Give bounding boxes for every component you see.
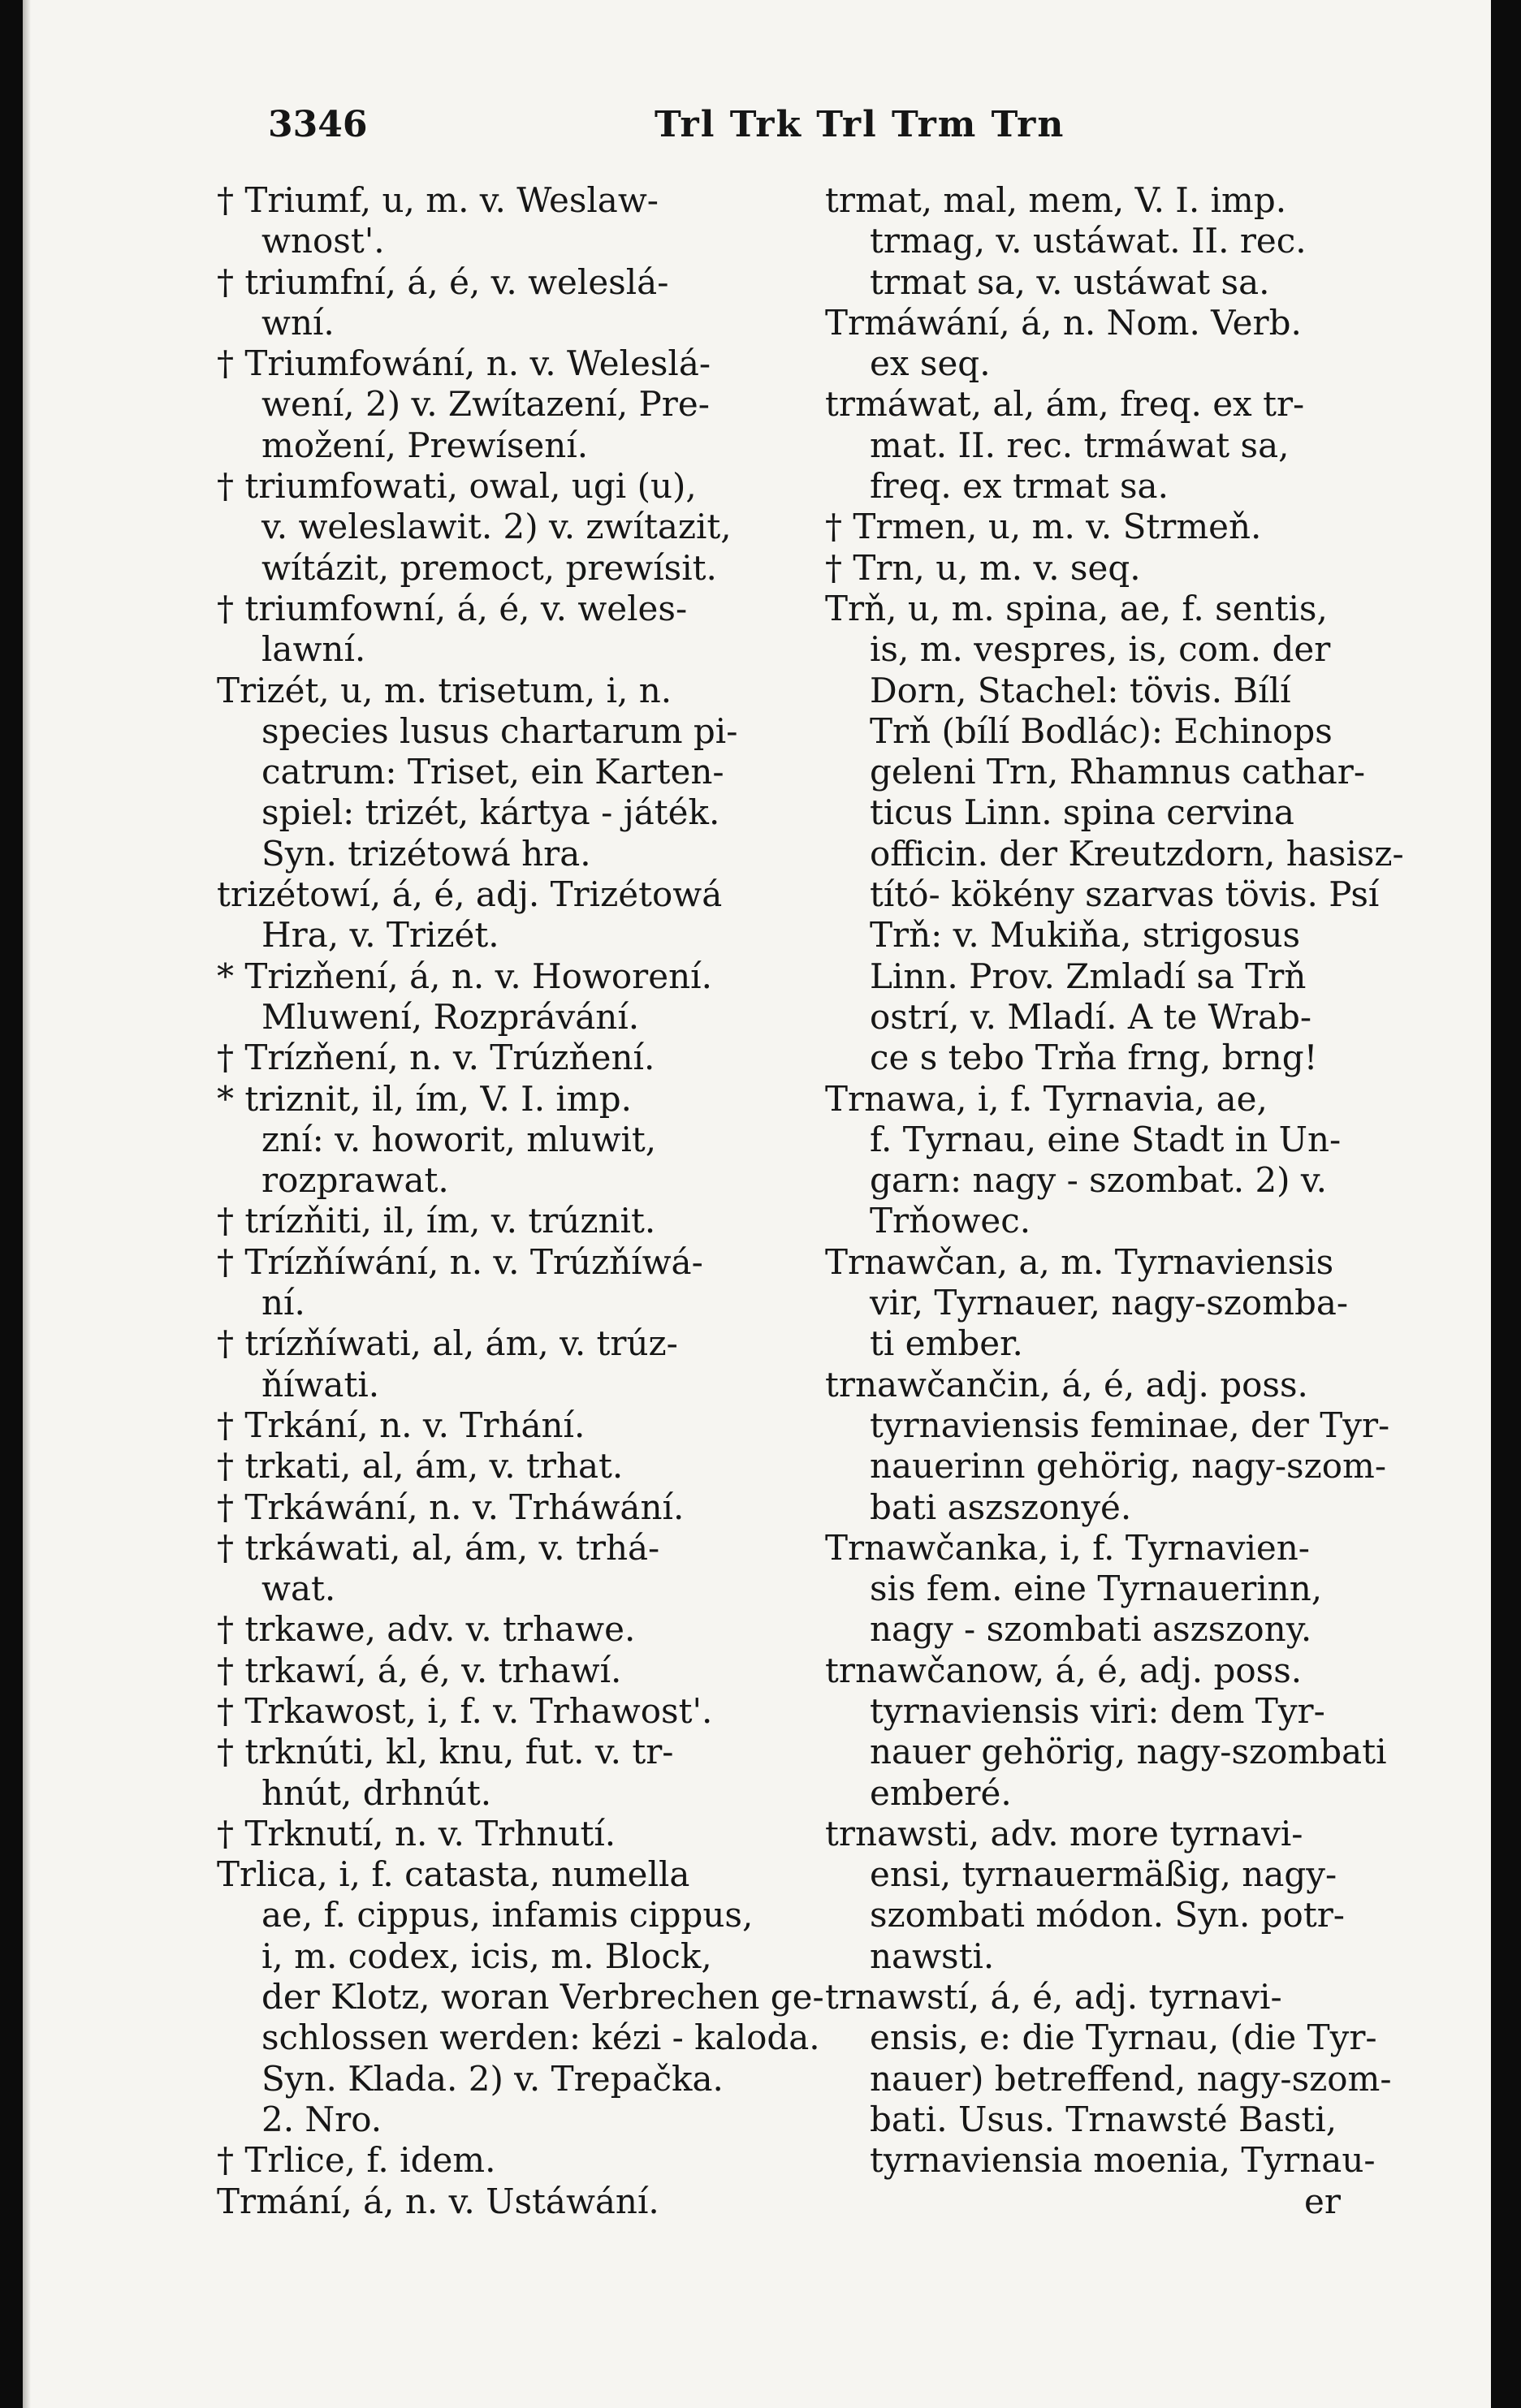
dictionary-line: wnost'.	[261, 221, 385, 261]
dictionary-line: szombati módon. Syn. potr-	[870, 1895, 1345, 1935]
dictionary-line: † Trízňíwání, n. v. Trúzňíwá-	[217, 1241, 703, 1282]
dictionary-line: nauer) betreffend, nagy-szom-	[870, 2058, 1392, 2099]
dictionary-line: 2. Nro.	[261, 2099, 382, 2139]
dictionary-line: bati aszszonyé.	[870, 1487, 1132, 1527]
dictionary-line: Syn. trizétowá hra.	[261, 833, 591, 874]
dictionary-line: † Trmen, u, m. v. Strmeň.	[825, 507, 1262, 547]
dictionary-line: † trkati, al, ám, v. trhat.	[217, 1446, 624, 1487]
dictionary-line: tyrnaviensis viri: dem Tyr-	[870, 1690, 1325, 1731]
dictionary-line: † trkawe, adv. v. trhawe.	[217, 1609, 636, 1650]
dictionary-line: Trnawa, i, f. Tyrnavia, ae,	[825, 1078, 1268, 1119]
dictionary-line: lawní.	[261, 629, 366, 670]
dictionary-line: Trň, u, m. spina, ae, f. sentis,	[825, 588, 1328, 628]
dictionary-line: geleni Trn, Rhamnus cathar-	[870, 752, 1366, 792]
dictionary-line: wat.	[261, 1569, 336, 1609]
dictionary-line: tyrnaviensia moenia, Tyrnau-	[870, 2140, 1376, 2181]
dictionary-line: bati. Usus. Trnawsté Basti,	[870, 2099, 1337, 2139]
dictionary-line: species lusus chartarum pi-	[261, 710, 738, 751]
dictionary-line: nagy - szombati aszszony.	[870, 1609, 1312, 1650]
dictionary-line: tító- kökény szarvas tövis. Psí	[870, 874, 1380, 915]
dictionary-line: i, m. codex, icis, m. Block,	[261, 1935, 712, 1976]
dictionary-line: † triumfowati, owal, ugi (u),	[217, 466, 697, 507]
dictionary-line: ňíwati.	[261, 1364, 380, 1405]
dictionary-line: † triumfní, á, é, v. weleslá-	[217, 261, 669, 302]
dictionary-line: officin. der Kreutzdorn, hasisz-	[870, 833, 1404, 874]
dictionary-line: Dorn, Stachel: tövis. Bílí	[870, 670, 1291, 710]
dictionary-line: wní.	[261, 302, 335, 343]
dictionary-line: Trň: v. Mukiňa, strigosus	[870, 915, 1301, 956]
dictionary-line: Trnawčanka, i, f. Tyrnavien-	[825, 1527, 1310, 1568]
dictionary-line: trmat, mal, mem, V. I. imp.	[825, 180, 1287, 220]
dictionary-line: † Triumf, u, m. v. Weslaw-	[217, 180, 659, 220]
dictionary-line: emberé.	[870, 1772, 1012, 1813]
dictionary-line: ní.	[261, 1283, 305, 1323]
dictionary-line: trnawstí, á, é, adj. tyrnavi-	[825, 1977, 1282, 2017]
dictionary-line: ostrí, v. Mladí. A te Wrab-	[870, 996, 1312, 1037]
dictionary-line: trmat sa, v. ustáwat sa.	[870, 261, 1270, 302]
dictionary-line: † Triumfowání, n. v. Weleslá-	[217, 343, 711, 384]
dictionary-line: ae, f. cippus, infamis cippus,	[261, 1895, 754, 1935]
dictionary-line: nawsti.	[870, 1935, 995, 1976]
dictionary-line: v. weleslawit. 2) v. zwítazit,	[261, 507, 732, 547]
dictionary-line: trmáwat, al, ám, freq. ex tr-	[825, 384, 1305, 425]
dictionary-line: Trmání, á, n. v. Ustáwání.	[217, 2181, 659, 2221]
dictionary-line: f. Tyrnau, eine Stadt in Un-	[870, 1119, 1342, 1159]
dictionary-line: Trizét, u, m. trisetum, i, n.	[217, 670, 672, 710]
dictionary-line: † Trkawost, i, f. v. Trhawost'.	[217, 1690, 713, 1731]
dictionary-line: is, m. vespres, is, com. der	[870, 629, 1331, 670]
dictionary-line: Trmáwání, á, n. Nom. Verb.	[825, 302, 1302, 343]
dictionary-line: † triumfowní, á, é, v. weles-	[217, 588, 688, 628]
running-head: Trl Trk Trl Trm Trn	[655, 104, 1065, 145]
dictionary-line: Linn. Prov. Zmladí sa Trň	[870, 956, 1307, 996]
dictionary-line: vir, Tyrnauer, nagy-szomba-	[870, 1283, 1349, 1323]
dictionary-line: spiel: trizét, kártya - játék.	[261, 792, 720, 833]
dictionary-line: sis fem. eine Tyrnauerinn,	[870, 1569, 1323, 1609]
dictionary-line: mat. II. rec. trmáwat sa,	[870, 425, 1290, 465]
dictionary-line: ti ember.	[870, 1323, 1023, 1364]
dictionary-line: wítázit, premoct, prewísit.	[261, 547, 717, 588]
dictionary-line: trmag, v. ustáwat. II. rec.	[870, 221, 1307, 261]
dictionary-line: * Trizňení, á, n. v. Howorení.	[217, 956, 712, 996]
dictionary-line: freq. ex trmat sa.	[870, 466, 1169, 507]
dictionary-line: † trkawí, á, é, v. trhawí.	[217, 1650, 622, 1690]
dictionary-line: der Klotz, woran Verbrechen ge-	[261, 1977, 824, 2017]
dictionary-line: trnawčančin, á, é, adj. poss.	[825, 1364, 1308, 1405]
dictionary-line: Syn. Klada. 2) v. Trepačka.	[261, 2058, 724, 2099]
right-column	[825, 180, 1404, 2222]
dictionary-line: catrum: Triset, ein Karten-	[261, 752, 724, 792]
dictionary-line: † Trkání, n. v. Trhání.	[217, 1405, 585, 1445]
catchword: er	[1304, 2181, 1341, 2221]
dictionary-line: Trlica, i, f. catasta, numella	[217, 1854, 690, 1895]
page-edge-shadow	[23, 0, 31, 2408]
dictionary-line: trnawčanow, á, é, adj. poss.	[825, 1650, 1303, 1690]
page-header	[244, 104, 1299, 161]
dictionary-line: † Trn, u, m. v. seq.	[825, 547, 1141, 588]
dictionary-line: ensis, e: die Tyrnau, (die Tyr-	[870, 2017, 1377, 2058]
dictionary-line: † trknúti, kl, knu, fut. v. tr-	[217, 1732, 674, 1772]
dictionary-line: Mluwení, Rozprávání.	[261, 996, 640, 1037]
left-column	[217, 180, 824, 2222]
dictionary-line: † trízňíwati, al, ám, v. trúz-	[217, 1323, 678, 1364]
dictionary-line: zní: v. howorit, mluwit,	[261, 1119, 657, 1159]
dictionary-line: Hra, v. Trizét.	[261, 915, 499, 956]
dictionary-line: † Trízňení, n. v. Trúzňení.	[217, 1038, 655, 1078]
dictionary-line: nauerinn gehörig, nagy-szom-	[870, 1446, 1387, 1487]
dictionary-line: schlossen werden: kézi - kaloda.	[261, 2017, 820, 2058]
page-number: 3346	[268, 104, 368, 145]
dictionary-line: wení, 2) v. Zwítazení, Pre-	[261, 384, 710, 425]
dictionary-line: Trň (bílí Bodlác): Echinops	[870, 710, 1333, 751]
dictionary-line: rozprawat.	[261, 1160, 449, 1201]
dictionary-line: trizétowí, á, é, adj. Trizétowá	[217, 874, 723, 915]
dictionary-line: † Trlice, f. idem.	[217, 2140, 496, 2181]
dictionary-line: Trňowec.	[870, 1201, 1031, 1241]
dictionary-line: † Trkáwání, n. v. Trháwání.	[217, 1487, 685, 1527]
dictionary-line: trnawsti, adv. more tyrnavi-	[825, 1813, 1303, 1853]
dictionary-line: ensi, tyrnauermäßig, nagy-	[870, 1854, 1337, 1895]
dictionary-line: † trkáwati, al, ám, v. trhá-	[217, 1527, 660, 1568]
dictionary-line: Trnawčan, a, m. Tyrnaviensis	[825, 1241, 1334, 1282]
dictionary-line: nauer gehörig, nagy-szombati	[870, 1732, 1387, 1772]
dictionary-line: † Trknutí, n. v. Trhnutí.	[217, 1813, 616, 1853]
dictionary-line: hnút, drhnút.	[261, 1772, 492, 1813]
dictionary-line: ticus Linn. spina cervina	[870, 792, 1294, 833]
dictionary-line: † trízňiti, il, ím, v. trúznit.	[217, 1201, 656, 1241]
dictionary-line: tyrnaviensis feminae, der Tyr-	[870, 1405, 1390, 1445]
dictionary-line: ex seq.	[870, 343, 991, 384]
dictionary-line: * triznit, il, ím, V. I. imp.	[217, 1078, 632, 1119]
dictionary-line: možení, Prewísení.	[261, 425, 589, 465]
dictionary-line: ce s tebo Trňa frng, brng!	[870, 1038, 1318, 1078]
dictionary-line: garn: nagy - szombat. 2) v.	[870, 1160, 1328, 1201]
